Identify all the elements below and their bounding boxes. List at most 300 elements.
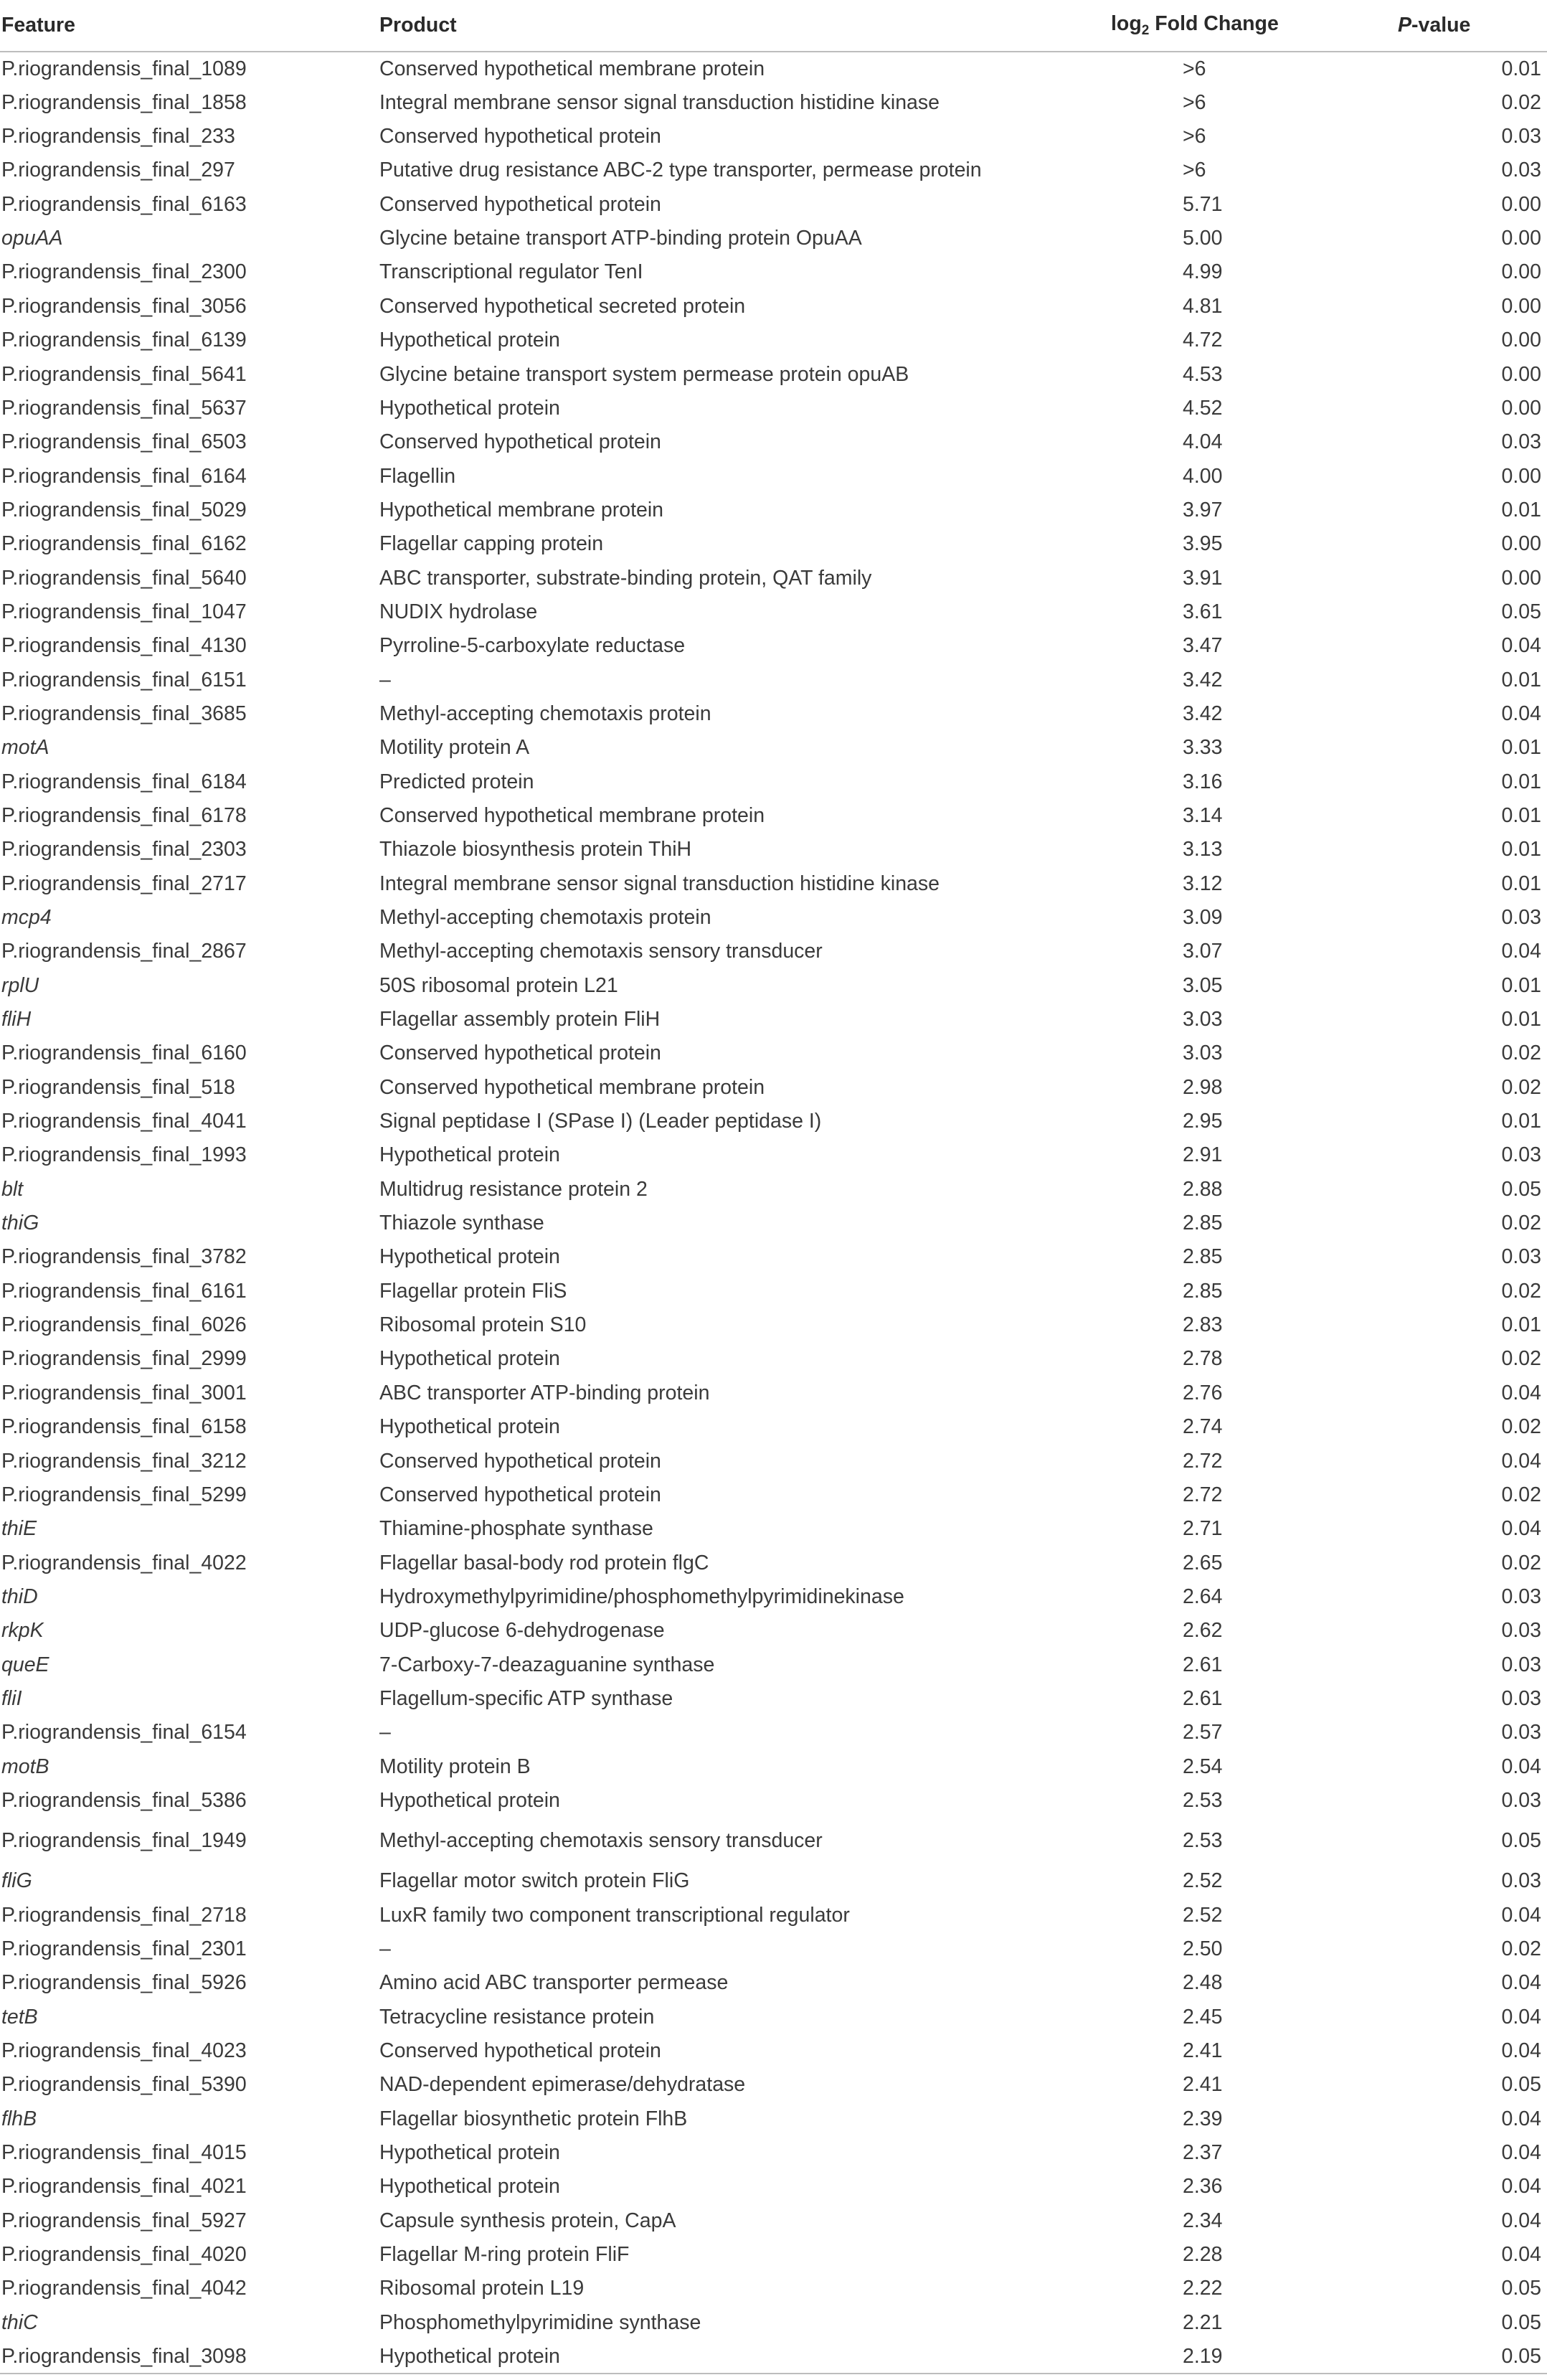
fold-change-cell: >6 xyxy=(1183,125,1206,148)
fold-change-cell: 2.65 xyxy=(1183,1551,1223,1574)
product-cell: Transcriptional regulator TenI xyxy=(379,260,643,284)
fold-change-cell: 2.34 xyxy=(1183,2209,1223,2232)
fold-change-cell: >6 xyxy=(1183,159,1206,182)
table-row xyxy=(0,255,1547,289)
table-row xyxy=(0,391,1547,425)
product-cell: Hypothetical protein xyxy=(379,1347,560,1371)
table-row xyxy=(0,595,1547,629)
table-row xyxy=(0,1546,1547,1579)
fold-change-cell: 3.42 xyxy=(1183,702,1223,725)
fold-change-cell: 2.57 xyxy=(1183,1721,1223,1744)
pvalue-cell: 0.03 xyxy=(1501,1619,1541,1643)
feature-cell: P.riograndensis_final_3685 xyxy=(1,702,247,725)
header-row xyxy=(0,0,1547,52)
pvalue-cell: 0.02 xyxy=(1501,1212,1541,1235)
table-row xyxy=(0,2034,1547,2068)
pvalue-cell: 0.02 xyxy=(1501,1042,1541,1065)
table-row xyxy=(0,2170,1547,2204)
fold-change-cell: 2.19 xyxy=(1082,2340,1398,2374)
product-cell: UDP-glucose 6-dehydrogenase xyxy=(379,1619,665,1643)
product-cell: Hypothetical protein xyxy=(379,1245,560,1269)
fold-change-cell: 2.53 xyxy=(1183,1829,1223,1853)
product-cell: Hypothetical membrane protein xyxy=(379,498,664,521)
product-cell: Tetracycline resistance protein xyxy=(379,2005,655,2029)
fold-change-cell: 3.16 xyxy=(1183,770,1223,793)
table-row xyxy=(0,935,1547,968)
pvalue-cell: 0.05 xyxy=(1501,2073,1541,2097)
table-row xyxy=(0,527,1547,561)
product-cell: Flagellar assembly protein FliH xyxy=(379,1008,661,1031)
pvalue-cell: 0.00 xyxy=(1501,329,1541,352)
feature-cell: motA xyxy=(1,736,49,760)
feature-cell: P.riograndensis_final_5926 xyxy=(1,1971,247,1995)
feature-cell: thiD xyxy=(1,1585,38,1608)
product-cell: Hypothetical protein xyxy=(379,329,560,352)
pvalue-cell: 0.04 xyxy=(1501,2141,1541,2165)
product-cell: Conserved hypothetical protein xyxy=(379,2039,661,2063)
product-cell: Flagellar capping protein xyxy=(379,532,604,556)
feature-cell: motB xyxy=(1,1755,49,1778)
product-cell: Ribosomal protein L19 xyxy=(379,2277,585,2300)
table-row xyxy=(0,1105,1547,1138)
feature-cell: thiG xyxy=(1,1212,39,1235)
fold-change-cell: 2.91 xyxy=(1183,1143,1223,1167)
fold-change-cell: 2.85 xyxy=(1183,1279,1223,1303)
table-row xyxy=(0,85,1547,119)
fold-change-cell: 2.61 xyxy=(1183,1686,1223,1710)
fold-change-cell: 4.00 xyxy=(1183,464,1223,488)
header-feature: Feature xyxy=(0,0,379,52)
feature-cell: blt xyxy=(1,1177,24,1201)
product-cell: Flagellin xyxy=(379,464,456,488)
product-cell: Motility protein A xyxy=(379,736,530,760)
table-row xyxy=(0,52,1547,85)
product-cell: Methyl-accepting chemotaxis sensory transducer xyxy=(379,1829,823,1853)
product-cell: 7-Carboxy-7-deazaguanine synthase xyxy=(379,1653,715,1676)
pvalue-cell: 0.04 xyxy=(1501,2243,1541,2267)
product-cell: Conserved hypothetical protein xyxy=(379,430,661,454)
product-cell: Flagellar basal-body rod protein flgC xyxy=(379,1551,709,1574)
feature-cell: P.riograndensis_final_6178 xyxy=(1,803,247,827)
product-cell: ABC transporter, substrate-binding protein, QAT family xyxy=(379,566,872,590)
table-row xyxy=(0,154,1547,187)
fold-change-cell: 3.12 xyxy=(1183,872,1223,895)
feature-cell: P.riograndensis_final_3056 xyxy=(1,294,247,318)
fold-change-cell: 3.33 xyxy=(1183,736,1223,760)
fold-change-cell: 2.45 xyxy=(1183,2005,1223,2029)
table-row xyxy=(0,187,1547,221)
pvalue-cell: 0.05 xyxy=(1398,2340,1547,2374)
table-row xyxy=(0,1818,1547,1864)
table-header xyxy=(0,0,1547,52)
product-cell: Conserved hypothetical protein xyxy=(379,1042,661,1065)
product-cell: Integral membrane sensor signal transduction histidine kinase xyxy=(379,90,940,114)
table-row xyxy=(0,2000,1547,2034)
pvalue-cell: 0.03 xyxy=(1501,159,1541,182)
feature-cell: P.riograndensis_final_6161 xyxy=(1,1279,247,1303)
pvalue-cell: 0.04 xyxy=(1501,2175,1541,2199)
feature-cell: P.riograndensis_final_4021 xyxy=(1,2175,247,2199)
feature-cell: P.riograndensis_final_4022 xyxy=(1,1551,247,1574)
table-row xyxy=(0,901,1547,935)
feature-cell: P.riograndensis_final_233 xyxy=(1,125,235,148)
table-row xyxy=(0,629,1547,663)
fold-change-cell: 3.14 xyxy=(1183,803,1223,827)
table-row xyxy=(0,2272,1547,2305)
product-cell: Hypothetical protein xyxy=(379,1788,560,1812)
table-row xyxy=(0,1512,1547,1546)
header-fold-change xyxy=(1082,0,1398,52)
header-fold-change-subscript: 2 xyxy=(1141,23,1150,38)
pvalue-cell: 0.00 xyxy=(1501,396,1541,420)
table-row xyxy=(0,1864,1547,1898)
feature-cell: P.riograndensis_final_1858 xyxy=(1,90,247,114)
table-row xyxy=(0,697,1547,731)
pvalue-cell: 0.00 xyxy=(1501,532,1541,556)
fold-change-cell: 2.39 xyxy=(1183,2107,1223,2130)
pvalue-cell: 0.03 xyxy=(1501,430,1541,454)
pvalue-cell: 0.04 xyxy=(1501,634,1541,658)
product-cell: Conserved hypothetical protein xyxy=(379,1449,661,1473)
product-cell: Flagellum-specific ATP synthase xyxy=(379,1686,673,1710)
table-row xyxy=(0,1172,1547,1206)
feature-cell: P.riograndensis_final_4020 xyxy=(1,2243,247,2267)
fold-change-cell: 2.62 xyxy=(1183,1619,1223,1643)
feature-cell: P.riograndensis_final_5927 xyxy=(1,2209,247,2232)
pvalue-cell: 0.04 xyxy=(1501,2005,1541,2029)
table-row xyxy=(0,1308,1547,1342)
fold-change-cell: 4.72 xyxy=(1183,329,1223,352)
header-pvalue xyxy=(1398,0,1547,52)
feature-cell: mcp4 xyxy=(1,906,52,930)
table-row xyxy=(0,459,1547,493)
feature-cell: fliH xyxy=(1,1008,32,1031)
table-row xyxy=(0,1003,1547,1036)
fold-change-cell: 2.21 xyxy=(1183,2310,1223,2334)
pvalue-cell: 0.02 xyxy=(1501,1075,1541,1099)
feature-cell: P.riograndensis_final_6139 xyxy=(1,329,247,352)
feature-cell: P.riograndensis_final_4023 xyxy=(1,2039,247,2063)
feature-cell: P.riograndensis_final_5641 xyxy=(1,362,247,386)
feature-cell: P.riograndensis_final_5640 xyxy=(1,566,247,590)
table-row xyxy=(0,2238,1547,2272)
table-row xyxy=(0,1342,1547,1376)
fold-change-cell: 4.81 xyxy=(1183,294,1223,318)
table-row xyxy=(0,493,1547,526)
pvalue-cell: 0.03 xyxy=(1501,906,1541,930)
table-row xyxy=(0,866,1547,900)
fold-change-cell: 2.85 xyxy=(1183,1245,1223,1269)
pvalue-cell: 0.02 xyxy=(1501,1483,1541,1506)
product-cell: Hypothetical protein xyxy=(379,396,560,420)
fold-change-cell: 2.72 xyxy=(1183,1483,1223,1506)
pvalue-cell: 0.03 xyxy=(1501,1585,1541,1608)
fold-change-cell: 3.42 xyxy=(1183,668,1223,691)
pvalue-cell: 0.04 xyxy=(1501,1755,1541,1778)
pvalue-cell: 0.01 xyxy=(1501,57,1541,80)
fold-change-cell: 2.72 xyxy=(1183,1449,1223,1473)
feature-cell: P.riograndensis_final_297 xyxy=(1,159,235,182)
product-cell: Hypothetical protein xyxy=(379,1415,560,1439)
pvalue-cell: 0.00 xyxy=(1501,260,1541,284)
fold-change-cell: >6 xyxy=(1183,90,1206,114)
pvalue-cell: 0.01 xyxy=(1501,803,1541,827)
pvalue-cell: 0.04 xyxy=(1501,1449,1541,1473)
header-pvalue-italic: P xyxy=(1398,14,1412,37)
fold-change-cell: 2.41 xyxy=(1183,2039,1223,2063)
pvalue-cell: 0.01 xyxy=(1501,498,1541,521)
pvalue-cell: 0.02 xyxy=(1501,1279,1541,1303)
table-row xyxy=(0,663,1547,696)
product-cell: Amino acid ABC transporter permease xyxy=(379,1971,729,1995)
table-body xyxy=(0,52,1547,2374)
product-cell: – xyxy=(379,1721,391,1744)
product-cell: – xyxy=(379,1937,391,1960)
fold-change-cell: 2.50 xyxy=(1183,1937,1223,1960)
feature-cell: P.riograndensis_final_4130 xyxy=(1,634,247,658)
fold-change-cell: 2.64 xyxy=(1183,1585,1223,1608)
fold-change-cell: 4.04 xyxy=(1183,430,1223,454)
pvalue-cell: 0.05 xyxy=(1501,600,1541,623)
product-cell: Flagellar biosynthetic protein FlhB xyxy=(379,2107,688,2130)
fold-change-cell: 2.98 xyxy=(1183,1075,1223,1099)
table-row xyxy=(0,1240,1547,1274)
feature-cell: rkpK xyxy=(1,1619,44,1643)
pvalue-cell: 0.01 xyxy=(1501,1313,1541,1337)
fold-change-cell: 2.28 xyxy=(1183,2243,1223,2267)
product-cell: NUDIX hydrolase xyxy=(379,600,538,623)
feature-cell: flhB xyxy=(1,2107,37,2130)
pvalue-cell: 0.00 xyxy=(1501,227,1541,250)
pvalue-cell: 0.01 xyxy=(1501,736,1541,760)
product-cell: Methyl-accepting chemotaxis sensory transducer xyxy=(379,940,823,963)
product-cell: Thiazole synthase xyxy=(379,1212,544,1235)
table-row xyxy=(0,2136,1547,2170)
fold-change-cell: 2.78 xyxy=(1183,1347,1223,1371)
fold-change-cell: 2.36 xyxy=(1183,2175,1223,2199)
feature-cell: fliI xyxy=(1,1686,22,1710)
fold-change-cell: 5.00 xyxy=(1183,227,1223,250)
feature-cell: P.riograndensis_final_1089 xyxy=(1,57,247,80)
product-cell: – xyxy=(379,668,391,691)
pvalue-cell: 0.03 xyxy=(1501,1721,1541,1744)
pvalue-cell: 0.05 xyxy=(1501,2277,1541,2300)
pvalue-cell: 0.04 xyxy=(1501,2209,1541,2232)
feature-cell: P.riograndensis_final_4041 xyxy=(1,1110,247,1133)
feature-cell: P.riograndensis_final_518 xyxy=(1,1075,235,1099)
product-cell: Conserved hypothetical secreted protein xyxy=(379,294,746,318)
table-row xyxy=(0,2340,1547,2374)
product-cell: Glycine betaine transport ATP-binding protein OpuAA xyxy=(379,227,862,250)
pvalue-cell: 0.01 xyxy=(1501,668,1541,691)
fold-change-cell: 2.22 xyxy=(1183,2277,1223,2300)
pvalue-cell: 0.03 xyxy=(1501,1869,1541,1893)
pvalue-cell: 0.05 xyxy=(1501,1829,1541,1853)
pvalue-cell: 0.04 xyxy=(1501,702,1541,725)
feature-cell: P.riograndensis_final_6158 xyxy=(1,1415,247,1439)
product-cell: ABC transporter ATP-binding protein xyxy=(379,1381,710,1404)
feature-cell: fliG xyxy=(1,1869,32,1893)
product-cell: LuxR family two component transcriptional regulator xyxy=(379,1903,850,1927)
table-row xyxy=(0,2305,1547,2339)
pvalue-cell: 0.04 xyxy=(1501,1381,1541,1404)
feature-cell: P.riograndensis_final_2301 xyxy=(1,1937,247,1960)
fold-change-cell: 3.91 xyxy=(1183,566,1223,590)
pvalue-cell: 0.05 xyxy=(1501,1177,1541,1201)
feature-cell: P.riograndensis_final_2300 xyxy=(1,260,247,284)
feature-cell: opuAA xyxy=(1,227,63,250)
feature-cell: P.riograndensis_final_5299 xyxy=(1,1483,247,1506)
fold-change-cell: 2.54 xyxy=(1183,1755,1223,1778)
product-cell: Integral membrane sensor signal transduction histidine kinase xyxy=(379,872,940,895)
pvalue-cell: 0.03 xyxy=(1501,1686,1541,1710)
fold-change-cell: 4.99 xyxy=(1183,260,1223,284)
product-cell: Pyrroline-5-carboxylate reductase xyxy=(379,634,686,658)
table-row xyxy=(0,1898,1547,1932)
table-row xyxy=(0,1716,1547,1749)
feature-cell: P.riograndensis_final_1949 xyxy=(1,1829,247,1853)
fold-change-cell: 3.03 xyxy=(1183,1042,1223,1065)
feature-cell: P.riograndensis_final_6163 xyxy=(1,192,247,216)
table-row xyxy=(0,357,1547,391)
table-row xyxy=(0,1648,1547,1681)
product-cell: Conserved hypothetical membrane protein xyxy=(379,57,765,80)
feature-cell: queE xyxy=(1,1653,49,1676)
feature-cell: thiC xyxy=(1,2310,38,2334)
pvalue-cell: 0.00 xyxy=(1501,192,1541,216)
product-cell: Hypothetical protein xyxy=(379,2340,1082,2374)
fold-change-cell: 2.61 xyxy=(1183,1653,1223,1676)
feature-cell: P.riograndensis_final_3782 xyxy=(1,1245,247,1269)
feature-cell: tetB xyxy=(1,2005,38,2029)
product-cell: Multidrug resistance protein 2 xyxy=(379,1177,648,1201)
feature-cell: P.riograndensis_final_6164 xyxy=(1,464,247,488)
pvalue-cell: 0.02 xyxy=(1501,1347,1541,1371)
table-row xyxy=(0,1138,1547,1172)
pvalue-cell: 0.00 xyxy=(1501,294,1541,318)
table-row xyxy=(0,1749,1547,1783)
table-row xyxy=(0,1614,1547,1648)
feature-cell: P.riograndensis_final_1993 xyxy=(1,1143,247,1167)
pvalue-cell: 0.04 xyxy=(1501,940,1541,963)
fold-change-cell: >6 xyxy=(1183,57,1206,80)
table-row xyxy=(0,799,1547,833)
table-row xyxy=(0,222,1547,255)
table-row xyxy=(0,1966,1547,2000)
pvalue-cell: 0.01 xyxy=(1501,838,1541,861)
fold-change-cell: 3.03 xyxy=(1183,1008,1223,1031)
feature-cell: P.riograndensis_final_6026 xyxy=(1,1313,247,1337)
fold-change-cell: 2.83 xyxy=(1183,1313,1223,1337)
pvalue-cell: 0.04 xyxy=(1501,2039,1541,2063)
table-row xyxy=(0,968,1547,1002)
fold-change-cell: 2.85 xyxy=(1183,1212,1223,1235)
fold-change-cell: 2.41 xyxy=(1183,2073,1223,2097)
feature-cell: P.riograndensis_final_4042 xyxy=(1,2277,247,2300)
product-cell: Hydroxymethylpyrimidine/phosphomethylpyrimidinekinase xyxy=(379,1585,904,1608)
table-row xyxy=(0,1682,1547,1716)
fold-change-cell: 3.47 xyxy=(1183,634,1223,658)
feature-cell: rplU xyxy=(1,973,39,997)
feature-cell: P.riograndensis_final_6184 xyxy=(1,770,247,793)
product-cell: Motility protein B xyxy=(379,1755,531,1778)
fold-change-cell: 3.61 xyxy=(1183,600,1223,623)
pvalue-cell: 0.00 xyxy=(1501,362,1541,386)
product-cell: NAD-dependent epimerase/dehydratase xyxy=(379,2073,746,2097)
table-row xyxy=(0,120,1547,154)
feature-cell: P.riograndensis_final_6154 xyxy=(1,1721,247,1744)
product-cell: Ribosomal protein S10 xyxy=(379,1313,587,1337)
product-cell: Hypothetical protein xyxy=(379,2175,560,2199)
product-cell: Conserved hypothetical protein xyxy=(379,125,661,148)
fold-change-cell: 3.05 xyxy=(1183,973,1223,997)
table-row xyxy=(0,1274,1547,1308)
fold-change-cell: 2.71 xyxy=(1183,1517,1223,1541)
table-row xyxy=(0,1784,1547,1818)
feature-cell: P.riograndensis_final_2867 xyxy=(1,940,247,963)
fold-change-cell: 4.53 xyxy=(1183,362,1223,386)
fold-change-cell: 5.71 xyxy=(1183,192,1223,216)
pvalue-cell: 0.01 xyxy=(1501,770,1541,793)
fold-change-cell: 2.76 xyxy=(1183,1381,1223,1404)
pvalue-cell: 0.03 xyxy=(1501,1245,1541,1269)
header-fold-change-suffix: Fold Change xyxy=(1149,12,1279,35)
product-cell: Predicted protein xyxy=(379,770,534,793)
product-cell: Glycine betaine transport system permease protein opuAB xyxy=(379,362,909,386)
fold-change-cell: 3.09 xyxy=(1183,906,1223,930)
fold-change-cell: 2.53 xyxy=(1183,1788,1223,1812)
header-pvalue-rest: -value xyxy=(1411,14,1471,37)
header-fold-change-prefix: log xyxy=(1111,12,1142,35)
feature-cell: P.riograndensis_final_4015 xyxy=(1,2141,247,2165)
product-cell: 50S ribosomal protein L21 xyxy=(379,973,618,997)
feature-cell: P.riograndensis_final_5029 xyxy=(1,498,247,521)
product-cell: Putative drug resistance ABC-2 type transporter, permease protein xyxy=(379,159,982,182)
product-cell: Hypothetical protein xyxy=(379,2141,560,2165)
feature-cell: P.riograndensis_final_3001 xyxy=(1,1381,247,1404)
pvalue-cell: 0.03 xyxy=(1501,1653,1541,1676)
pvalue-cell: 0.02 xyxy=(1501,90,1541,114)
pvalue-cell: 0.00 xyxy=(1501,464,1541,488)
table-row xyxy=(0,1579,1547,1613)
pvalue-cell: 0.04 xyxy=(1501,1971,1541,1995)
table-row xyxy=(0,765,1547,798)
fold-change-cell: 4.52 xyxy=(1183,396,1223,420)
table-row xyxy=(0,1070,1547,1104)
fold-change-cell: 2.37 xyxy=(1183,2141,1223,2165)
product-cell: Flagellar protein FliS xyxy=(379,1279,567,1303)
feature-cell: P.riograndensis_final_6151 xyxy=(1,668,247,691)
table-row xyxy=(0,2068,1547,2102)
table-row xyxy=(0,1376,1547,1409)
table-row xyxy=(0,731,1547,765)
feature-cell: P.riograndensis_final_6162 xyxy=(1,532,247,556)
pvalue-cell: 0.05 xyxy=(1501,2310,1541,2334)
fold-change-cell: 2.95 xyxy=(1183,1110,1223,1133)
table-row xyxy=(0,1478,1547,1511)
feature-cell: P.riograndensis_final_5637 xyxy=(1,396,247,420)
fold-change-cell: 2.88 xyxy=(1183,1177,1223,1201)
feature-cell: P.riograndensis_final_1047 xyxy=(1,600,247,623)
table-row xyxy=(0,833,1547,866)
fold-change-cell: 3.07 xyxy=(1183,940,1223,963)
pvalue-cell: 0.00 xyxy=(1501,566,1541,590)
product-cell: Conserved hypothetical protein xyxy=(379,192,661,216)
fold-change-cell: 3.95 xyxy=(1183,532,1223,556)
product-cell: Methyl-accepting chemotaxis protein xyxy=(379,702,711,725)
product-cell: Signal peptidase I (SPase I) (Leader peptidase I) xyxy=(379,1110,822,1133)
pvalue-cell: 0.04 xyxy=(1501,1517,1541,1541)
